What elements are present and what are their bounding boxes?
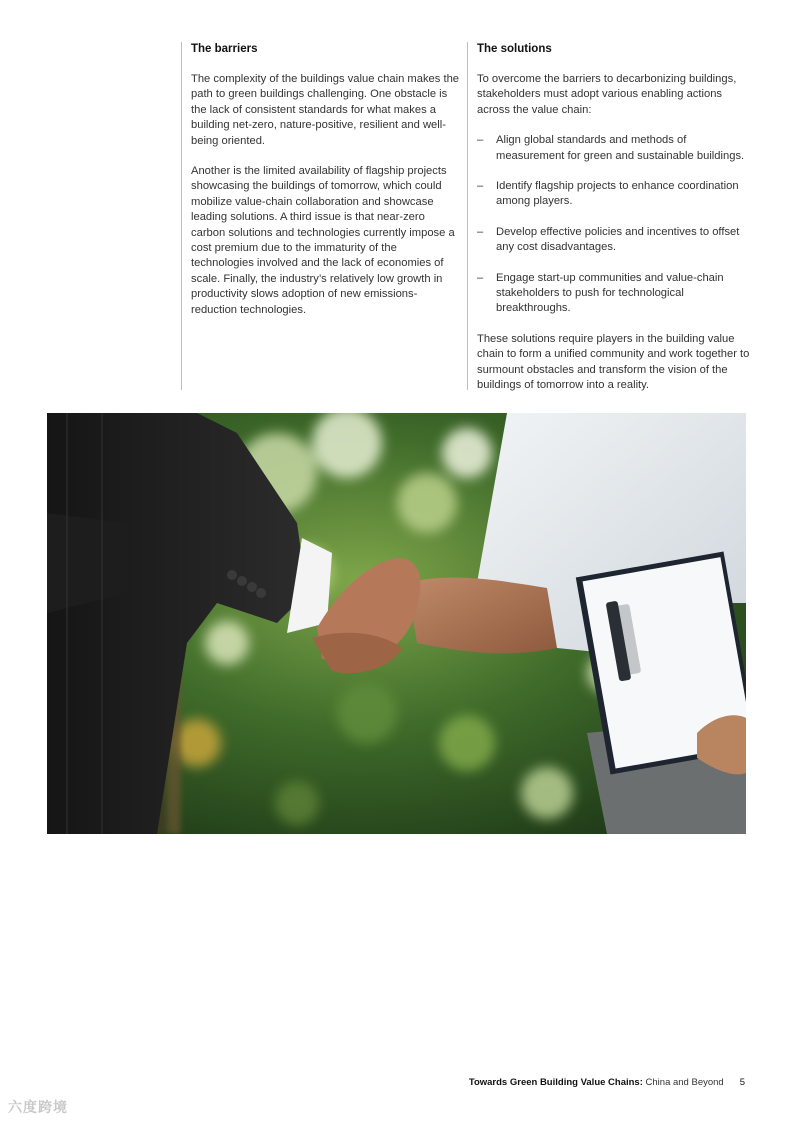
solutions-heading: The solutions <box>477 43 552 55</box>
solutions-intro: To overcome the barriers to decarbonizing buildings, stakeholders must adopt various enabling actions across the value chain: <box>477 73 737 116</box>
column-divider-right <box>467 42 468 390</box>
barriers-paragraph: The complexity of the buildings value chain makes the path to green buildings challenging. One obstacle is the lack of consistent standards for what makes a building net-zero, nature-positive, resilient and well-being oriented. <box>191 73 460 147</box>
list-item-text: Engage start-up communities and value-chain stakeholders to push for technological breakthroughs. <box>496 271 724 315</box>
list-item <box>477 133 752 164</box>
handshake-illustration <box>47 413 746 834</box>
barriers-section <box>191 42 461 333</box>
list-item-text: Align global standards and methods of measurement for green and sustainable buildings. <box>496 134 745 162</box>
page-number: 5 <box>739 1077 745 1088</box>
dash-marker: – <box>477 225 484 238</box>
list-item <box>477 225 752 256</box>
handshake-photo <box>47 413 746 834</box>
watermark-logo: 六度跨境 <box>8 1099 68 1115</box>
dash-marker: – <box>477 134 484 147</box>
page-footer <box>469 1077 745 1088</box>
list-item <box>477 271 752 317</box>
barriers-heading: The barriers <box>191 43 258 55</box>
footer-title-rest: China and Beyond <box>642 1077 724 1088</box>
list-item <box>477 179 752 210</box>
list-item-text: Develop effective policies and incentives to offset any cost disadvantages. <box>496 225 740 254</box>
column-divider-left <box>181 42 182 390</box>
footer-title-bold: Towards Green Building Value Chains: <box>468 1077 643 1088</box>
solutions-closing: These solutions require players in the building value chain to form a unified community and work together to surmount obstacles and transform the vision of the buildings of tomorrow into a reality. <box>477 332 750 392</box>
list-item-text: Identify flagship projects to enhance coordination among players. <box>496 180 739 208</box>
dash-marker: – <box>477 180 484 193</box>
dash-marker: – <box>477 271 484 284</box>
solutions-list <box>477 133 752 317</box>
barriers-paragraph: Another is the limited availability of flagship projects showcasing the buildings of tomorrow, which could mobilize value-chain collaboration and showcase leading solutions. A third issue is that near-zero carbon solutions and technologies currently impose a cost premium due to the immaturity of the technologies involved and the lack of economies of scale. Finally, the industry’s relatively low growth in productivity slows adoption of new emissions-reduction technologies. <box>191 165 455 316</box>
solutions-section <box>477 42 752 409</box>
